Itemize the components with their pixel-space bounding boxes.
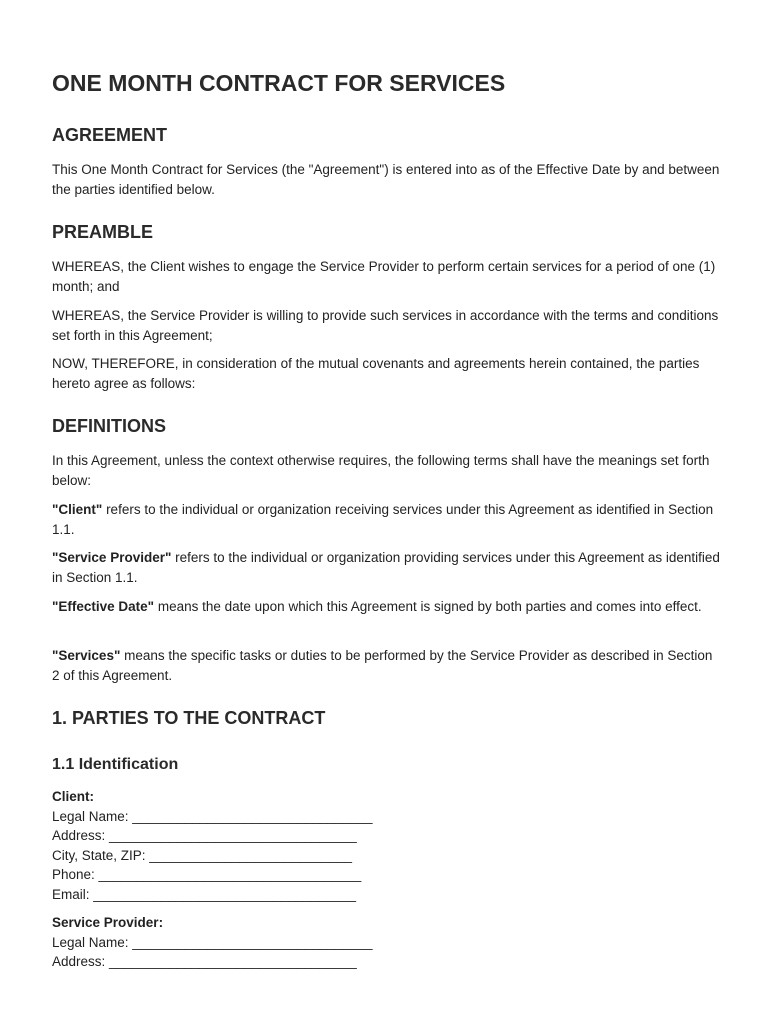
client-email-field: Email: ___________________________________	[52, 886, 357, 902]
definition-text: refers to the individual or organization providing services under this Agreement as identified in Section 1.1.	[52, 550, 720, 585]
definition-term: "Effective Date"	[52, 599, 155, 614]
client-address-field: Address: _________________________________	[52, 828, 357, 843]
client-legal-name-field: Legal Name: ________________________________	[52, 808, 373, 824]
preamble-paragraph-3: NOW, THEREFORE, in consideration of the mutual covenants and agreements herein contained, the parties hereto agree as follows:	[52, 356, 700, 391]
section-1-1-heading: 1.1 Identification	[52, 756, 179, 773]
provider-address-field: Address: _________________________________	[52, 954, 357, 969]
definition-service-provider	[52, 548, 720, 587]
definition-effective-date	[52, 597, 720, 617]
client-label: Client:	[52, 789, 94, 804]
definition-term: "Services"	[52, 648, 121, 663]
provider-legal-name-field: Legal Name: ________________________________	[52, 934, 373, 950]
definition-text: means the date upon which this Agreement is signed by both parties and comes into effect.	[154, 599, 702, 614]
provider-fields	[52, 913, 373, 972]
definition-services	[52, 646, 720, 685]
definition-term: "Service Provider"	[52, 550, 172, 565]
preamble-paragraph-1: WHEREAS, the Client wishes to engage the Service Provider to perform certain services for a period of one (1) month; and	[52, 259, 716, 294]
definition-client	[52, 500, 720, 539]
preamble-heading: PREAMBLE	[52, 222, 154, 242]
document-title: ONE MONTH CONTRACT FOR SERVICES	[52, 70, 506, 96]
definitions-heading: DEFINITIONS	[52, 416, 167, 436]
client-city-state-zip-field: City, State, ZIP: ___________________________	[52, 847, 352, 863]
definition-text: means the specific tasks or duties to be performed by the Service Provider as described in Section 2 of this Agreement.	[52, 648, 713, 683]
preamble-paragraph-2: WHEREAS, the Service Provider is willing to provide such services in accordance with the terms and conditions set forth in this Agreement;	[52, 308, 719, 343]
definition-text: refers to the individual or organization receiving services under this Agreement as identified in Section 1.1.	[52, 502, 714, 537]
definitions-intro: In this Agreement, unless the context otherwise requires, the following terms shall have the meanings set forth below:	[52, 453, 710, 488]
client-phone-field: Phone: ___________________________________	[52, 867, 362, 882]
provider-label: Service Provider:	[52, 915, 164, 930]
client-fields	[52, 787, 373, 904]
agreement-text: This One Month Contract for Services (the "Agreement") is entered into as of the Effective Date by and between the parties identified below.	[52, 162, 720, 197]
section-1-heading: 1. PARTIES TO THE CONTRACT	[52, 708, 326, 728]
agreement-heading: AGREEMENT	[52, 125, 168, 145]
definition-term: "Client"	[52, 502, 103, 517]
